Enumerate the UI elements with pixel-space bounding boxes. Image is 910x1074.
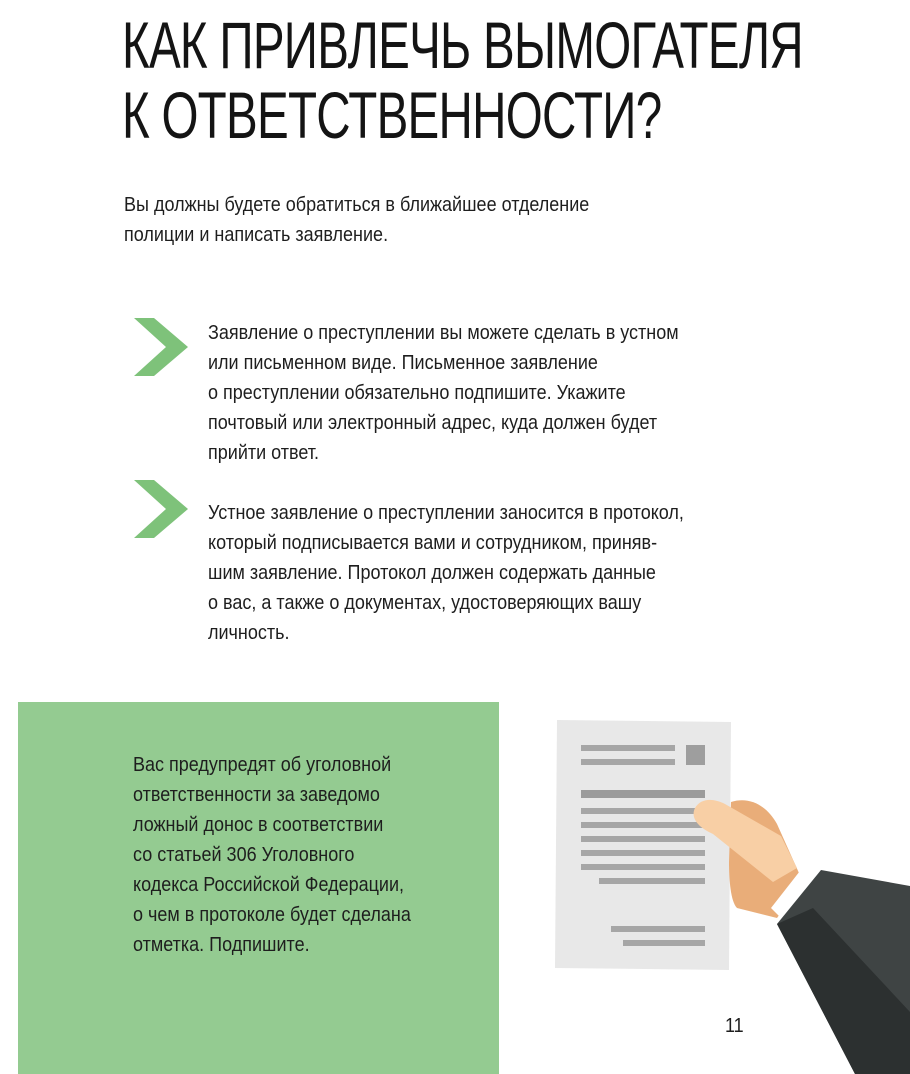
note-line: Вас предупредят об уголовной xyxy=(133,754,392,776)
note-line: отметка. Подпишите. xyxy=(133,934,310,956)
note-line: со статьей 306 Уголовного xyxy=(133,844,355,866)
bullet-line: который подписывается вами и сотрудником, приняв- xyxy=(208,532,658,554)
bullet-line: почтовый или электронный адрес, куда должен будет xyxy=(208,412,658,434)
note-line: ответственности за заведомо xyxy=(133,784,380,806)
warning-note-box xyxy=(18,702,499,1074)
note-line: кодекса Российской Федерации, xyxy=(133,874,405,896)
green-chevron-arrow-icon xyxy=(134,318,188,376)
bullet-line: или письменном виде. Письменное заявление xyxy=(208,352,598,374)
bullet-line: личность. xyxy=(208,622,290,644)
bullet-text xyxy=(208,498,739,648)
page-title xyxy=(122,8,803,152)
bullet-line: прийти ответ. xyxy=(208,442,320,464)
page-title-line-2: К ОТВЕТСТВЕННОСТИ? xyxy=(122,78,662,152)
intro-paragraph xyxy=(124,190,628,250)
note-line: ложный донос в соответствии xyxy=(133,814,384,836)
bullet-line: Заявление о преступлении вы можете сделать в устном xyxy=(208,322,679,344)
bullet-line: о вас, а также о документах, удостоверяющих вашу xyxy=(208,592,642,614)
intro-line-2: полиции и написать заявление. xyxy=(124,224,389,246)
bullet-line: о преступлении обязательно подпишите. Укажите xyxy=(208,382,626,404)
bullet-line: шим заявление. Протокол должен содержать данные xyxy=(208,562,656,584)
green-chevron-arrow-icon xyxy=(134,480,188,538)
page-title-line-1: КАК ПРИВЛЕЧЬ ВЫМОГАТЕЛЯ xyxy=(122,8,803,82)
bullet-text xyxy=(208,318,739,468)
warning-note-text xyxy=(133,750,475,960)
page-number: 11 xyxy=(725,1015,744,1037)
bullet-line: Устное заявление о преступлении заносится в протокол, xyxy=(208,502,684,524)
note-line: о чем в протоколе будет сделана xyxy=(133,904,411,926)
document-stamp-square xyxy=(686,745,705,765)
intro-line-1: Вы должны будете обратиться в ближайшее отделение xyxy=(124,194,590,216)
